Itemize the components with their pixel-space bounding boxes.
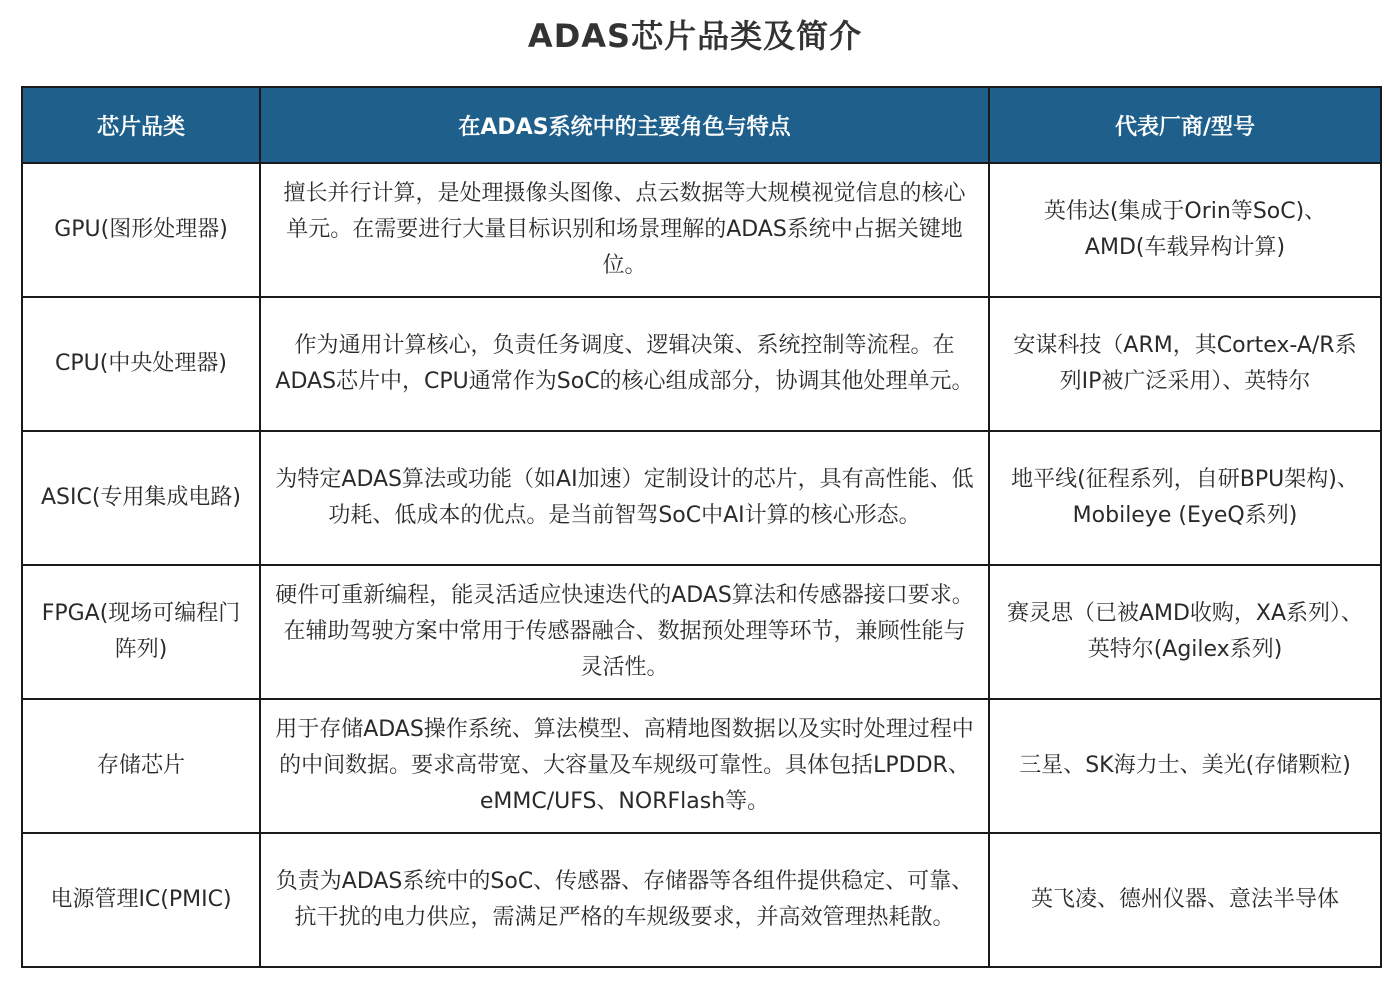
- cell-category: CPU(中央处理器): [22, 297, 260, 431]
- cell-role: 负责为ADAS系统中的SoC、传感器、存储器等各组件提供稳定、可靠、抗干扰的电力供应，需满足严格的车规级要求，并高效管理热耗散。: [260, 833, 989, 967]
- column-header-category: 芯片品类: [22, 87, 260, 163]
- table-row: [22, 163, 1381, 297]
- cell-category: ASIC(专用集成电路): [22, 431, 260, 565]
- cell-vendors: 地平线(征程系列，自研BPU架构)、Mobileye (EyeQ系列): [989, 431, 1381, 565]
- cell-vendors: 三星、SK海力士、美光(存储颗粒): [989, 699, 1381, 833]
- cell-category: GPU(图形处理器): [22, 163, 260, 297]
- table-row: [22, 565, 1381, 699]
- cell-vendors: 赛灵思（已被AMD收购，XA系列）、英特尔(Agilex系列): [989, 565, 1381, 699]
- page-title: ADAS芯片品类及简介: [527, 17, 863, 55]
- cell-role: 作为通用计算核心，负责任务调度、逻辑决策、系统控制等流程。在ADAS芯片中，CPU通常作为SoC的核心组成部分，协调其他处理单元。: [260, 297, 989, 431]
- chip-table: [21, 86, 1382, 968]
- cell-vendors: 英伟达(集成于Orin等SoC)、AMD(车载异构计算): [989, 163, 1381, 297]
- cell-vendors: 安谋科技（ARM，其Cortex-A/R系列IP被广泛采用）、英特尔: [989, 297, 1381, 431]
- cell-category: 电源管理IC(PMIC): [22, 833, 260, 967]
- cell-role: 用于存储ADAS操作系统、算法模型、高精地图数据以及实时处理过程中的中间数据。要求高带宽、大容量及车规级可靠性。具体包括LPDDR、eMMC/UFS、NORFlash等。: [260, 699, 989, 833]
- column-header-role: 在ADAS系统中的主要角色与特点: [260, 87, 989, 163]
- cell-role: 硬件可重新编程，能灵活适应快速迭代的ADAS算法和传感器接口要求。在辅助驾驶方案中常用于传感器融合、数据预处理等环节，兼顾性能与灵活性。: [260, 565, 989, 699]
- table-row: [22, 431, 1381, 565]
- table-row: [22, 699, 1381, 833]
- table-row: [22, 297, 1381, 431]
- column-header-vendors: 代表厂商/型号: [989, 87, 1381, 163]
- cell-category: FPGA(现场可编程门阵列): [22, 565, 260, 699]
- table-row: [22, 833, 1381, 967]
- cell-vendors: 英飞凌、德州仪器、意法半导体: [989, 833, 1381, 967]
- cell-role: 擅长并行计算，是处理摄像头图像、点云数据等大规模视觉信息的核心单元。在需要进行大量目标识别和场景理解的ADAS系统中占据关键地位。: [260, 163, 989, 297]
- table-header-row: [22, 87, 1381, 163]
- cell-role: 为特定ADAS算法或功能（如AI加速）定制设计的芯片，具有高性能、低功耗、低成本的优点。是当前智驾SoC中AI计算的核心形态。: [260, 431, 989, 565]
- cell-category: 存储芯片: [22, 699, 260, 833]
